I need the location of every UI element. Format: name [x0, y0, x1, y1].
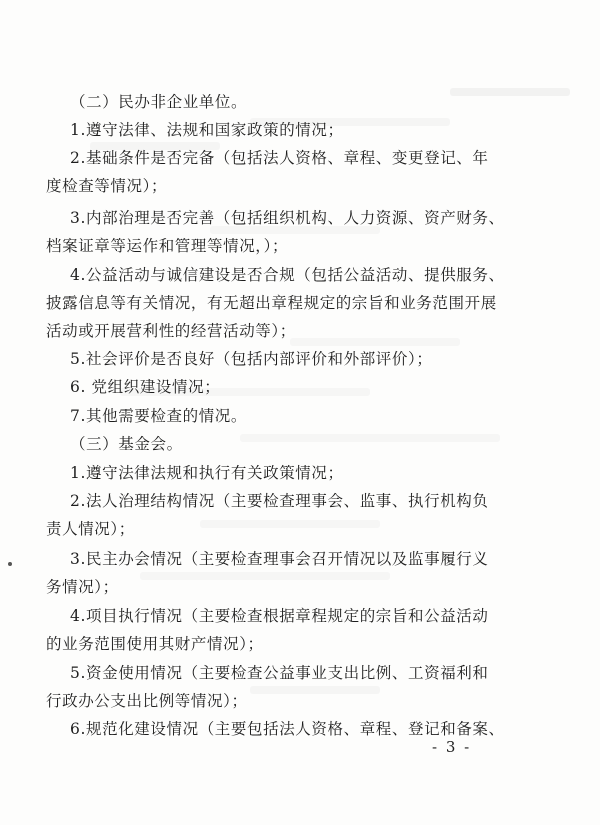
text-line: 行政办公支出比例等情况）；: [46, 692, 248, 710]
text-line: 务情况）；: [46, 578, 119, 596]
text-line: 1.遵守法律法规和执行有关政策情况；: [70, 464, 344, 482]
bleed-through-mark: [250, 686, 380, 694]
text-line: 的业务范围使用其财产情况）；: [46, 635, 264, 653]
text-line: 披露信息等有关情况，有无超出章程规定的宗旨和业务范围开展: [46, 294, 497, 312]
text-line: 活动或开展营利性的经营活动等）；: [46, 322, 296, 340]
text-line: 2.法人治理结构情况（主要检查理事会、监事、执行机构负: [70, 492, 489, 510]
text-line: 2.基础条件是否完备（包括法人资格、章程、变更登记、年: [70, 149, 489, 167]
text-line: 责人情况）；: [46, 520, 135, 538]
text-line: 3.内部治理是否完善（包括组织机构、人力资源、资产财务、: [70, 209, 505, 227]
section-heading: （二）民办非企业单位。: [70, 93, 248, 111]
text-line: 3.民主办会情况（主要检查理事会召开情况以及监事履行义: [70, 550, 489, 568]
text-line: 档案证章等运作和管理等情况，）；: [46, 237, 289, 255]
page-number: - 3 -: [432, 738, 472, 756]
text-line: 5.资金使用情况（主要检查公益事业支出比例、工资福利和: [70, 664, 489, 682]
section-heading: （三）基金会。: [70, 435, 183, 453]
text-line: 5.社会评价是否良好（包括内部评价和外部评价）；: [70, 350, 433, 368]
text-line: 1.遵守法律、法规和国家政策的情况；: [70, 121, 344, 139]
text-line: 6.规范化建设情况（主要包括法人资格、章程、登记和备案、: [70, 720, 505, 738]
text-line: 4.公益活动与诚信建设是否合规（包括公益活动、提供服务、: [70, 266, 505, 284]
text-line: 4.项目执行情况（主要检查根据章程规定的宗旨和公益活动: [70, 607, 489, 625]
text-line: 6. 党组织建设情况；: [70, 378, 221, 396]
bleed-through-mark: [290, 338, 460, 346]
bleed-through-mark: [450, 88, 570, 96]
bleed-through-mark: [140, 572, 390, 580]
text-line: 度检查等情况）；: [46, 177, 168, 195]
text-line: 7.其他需要检查的情况。: [70, 407, 247, 425]
bleed-through-mark: [240, 434, 500, 442]
bleed-through-mark: [200, 520, 380, 528]
scan-speck: [8, 562, 12, 566]
